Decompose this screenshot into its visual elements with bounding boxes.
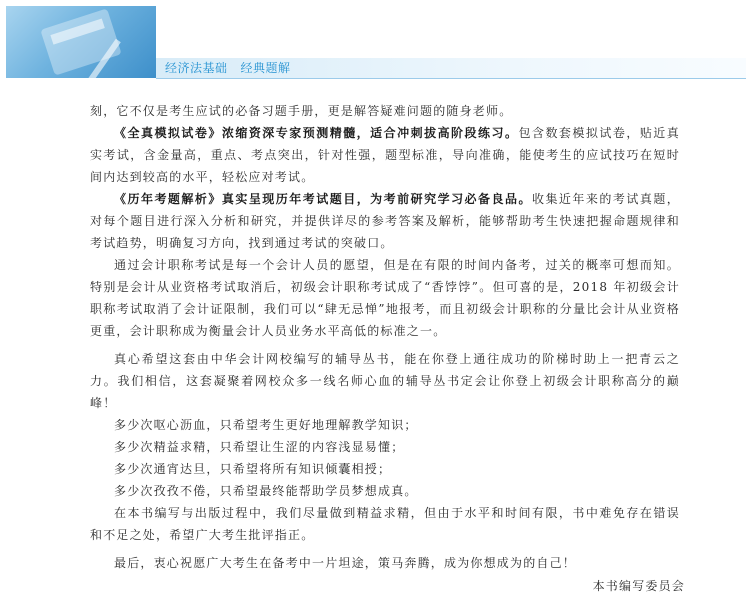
list-line: 多少次孜孜不倦，只希望最终能帮助学员梦想成真。 <box>114 484 418 498</box>
paragraph <box>90 188 680 254</box>
calculator-icon <box>40 8 121 75</box>
paragraph <box>90 122 680 188</box>
paragraph: 最后，衷心祝愿广大考生在备考中一片坦途，策马奔腾，成为你想成为的自己！ <box>114 556 577 570</box>
list-line: 多少次精益求精，只希望让生涩的内容浅显易懂； <box>114 440 405 454</box>
header-decorative-image <box>6 6 156 78</box>
paragraph-text: 包含数套模拟试卷，贴近真实考试，含金量高，重点、考点突出，针对性强，题型标准，导向准确，能使考生的应试技巧在短时间内达到较高的水平，轻松应对考试。 <box>90 126 680 184</box>
header-title: 经济法基础 经典题解 <box>165 61 291 75</box>
paragraph: 通过会计职称考试是每一个会计人员的愿望，但是在有限的时间内备考，过关的概率可想而知。特别是会计从业资格考试取消后，初级会计职称考试成了“香饽饽”。但可喜的是，2018 年初级会计职称考试取消了会计证限制，我们可以“肆无忌惮”地报考，而且初级会计职称的分量比会计从业资格更重，会计职称成为衡量会计人员业务水平高低的标准之一。 <box>90 258 680 338</box>
paragraph: 真心希望这套由中华会计网校编写的辅导丛书，能在你登上通往成功的阶梯时助上一把青云之力。我们相信，这套凝聚着网校众多一线名师心血的辅导丛书定会让你登上初级会计职称高分的巅峰！ <box>90 352 680 410</box>
signature: 本书编写委员会 <box>592 579 685 593</box>
list-line: 多少次呕心沥血，只希望考生更好地理解教学知识； <box>114 418 418 432</box>
page-header <box>0 0 753 80</box>
bold-lead: 《历年考题解析》真实呈现历年考试题目，为考前研究学习必备良品。 <box>114 192 532 206</box>
list-line: 多少次通宵达旦，只希望将所有知识倾囊相授； <box>114 462 392 476</box>
paragraph-text: 收集近年来的考试真题，对每个题目进行深入分析和研究，并提供详尽的参考答案及解析，能够帮助考生快速把握命题规律和考试趋势，明确复习方向，找到通过考试的突破口。 <box>90 192 680 250</box>
bold-lead: 《全真模拟试卷》浓缩资深专家预测精髓，适合冲刺拔高阶段练习。 <box>114 126 519 140</box>
body-text <box>90 100 680 574</box>
header-divider <box>156 78 746 79</box>
paragraph: 刻，它不仅是考生应试的必备习题手册，更是解答疑难问题的随身老师。 <box>90 104 513 118</box>
paragraph: 在本书编写与出版过程中，我们尽量做到精益求精，但由于水平和时间有限，书中难免存在错误和不足之处，希望广大考生批评指正。 <box>90 506 680 542</box>
